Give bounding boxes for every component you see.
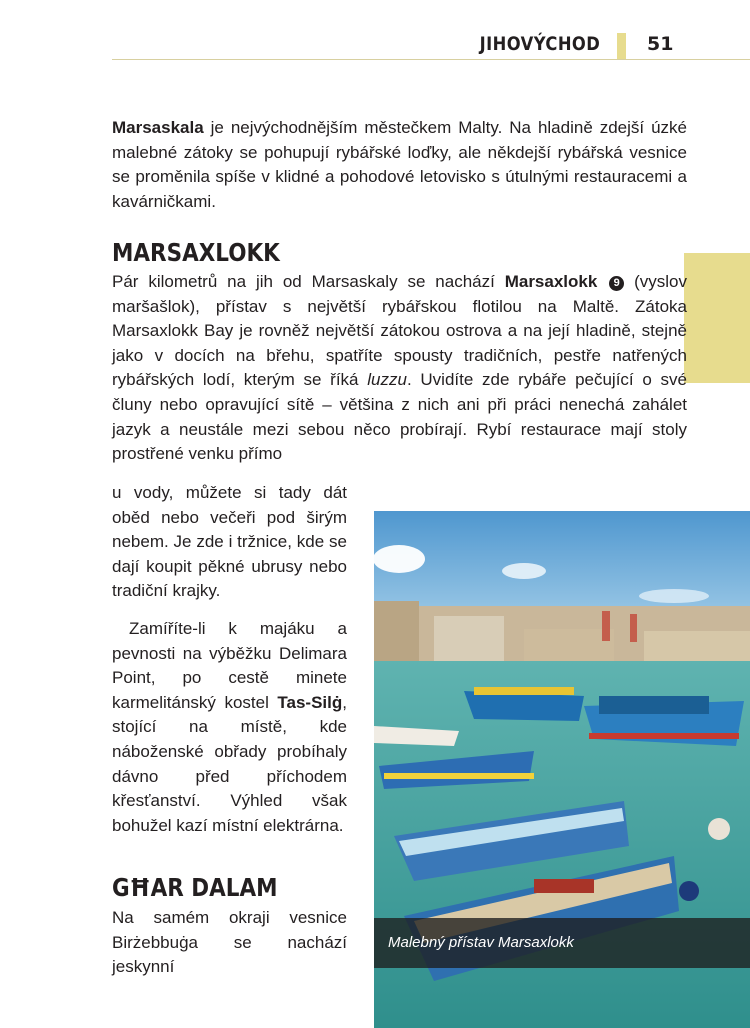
heading-ghar-dalam: GĦAR DALAM: [112, 873, 278, 902]
intro-text: je nejvýchodnějším městečkem Malty. Na hladině zdejší úzké malebné zátoky se pohupují rybářské loďky, ale někdejší rybářská vesnice se proměnila spíše v klidné a pohodové letovisko s útulnými restauracemi a kavárničkami.: [112, 118, 687, 211]
p1-text-b: (vyslov maršašlok), přístav s největší rybářskou flotilou na Maltě. Zátoka Marsaxlokk Bay je rovněž největší zátokou ostrova a na její hladině, stejně jako v docích na břehu, spatříte spousty tradičních, pestře natřených rybářských lodí, kterým se říká: [112, 272, 687, 390]
p2-place: Tas-Silġ: [277, 692, 343, 712]
ghar-dalam-paragraph: Na samém okraji vesnice Birżebbuġa se nachází jeskynní: [112, 908, 347, 977]
luzzu-boat: [584, 696, 744, 746]
header-rule: [112, 59, 750, 60]
photo-caption: Malebný přístav Marsaxlokk: [374, 918, 750, 968]
buoy: [708, 818, 730, 840]
running-head: JIHOVÝCHOD: [479, 33, 600, 55]
marsaxlokk-paragraph-1-cont: u vody, můžete si tady dát oběd nebo večeři pod širým nebem. Je zde i tržnice, kde se dají koupit pěkné ubrusy nebo tradiční krajky.: [112, 483, 347, 601]
intro-paragraph: [112, 116, 687, 214]
running-head-bar: [617, 33, 626, 59]
buoy: [679, 881, 699, 901]
cloud: [374, 545, 425, 573]
marsaxlokk-paragraph-1: [112, 270, 687, 467]
harbour-photo: [374, 511, 750, 1028]
chapter-thumb-tab: [684, 253, 750, 383]
cloud: [502, 563, 546, 579]
p1-text-c: . Uvidíte zde rybáře pečující o své čluny nebo opravující sítě – většina z nich ani při práci nenechá zahálet jazyk a neustále mezi sebou něco probírají. Rybí restaurace mají stoly prostřené venku přímo: [112, 370, 688, 464]
p2-text-a: Zamíříte-li k majáku a pevnosti na výběžku Delimara Point, po cestě minete karmelitánský kostel: [112, 619, 347, 712]
heading-marsaxlokk: MARSAXLOKK: [112, 238, 280, 267]
marsaxlokk-paragraph-2: [112, 617, 347, 838]
luzzu-boat: [464, 687, 584, 721]
cloud: [639, 589, 709, 603]
p2-text-b: , stojící na místě, kde náboženské obřady probíhaly dávno před příchodem křesťanství. Výhled však bohužel kazí místní elektrárna.: [112, 692, 347, 835]
p1-term: luzzu: [367, 370, 407, 390]
page-number: 51: [647, 33, 674, 55]
map-marker-badge: 9: [609, 276, 624, 291]
intro-place: Marsaskala: [112, 118, 204, 137]
p1-place: Marsaxlokk: [504, 272, 598, 291]
p1-text-a: Pár kilometrů na jih od Marsaskaly se nachází: [112, 272, 505, 291]
